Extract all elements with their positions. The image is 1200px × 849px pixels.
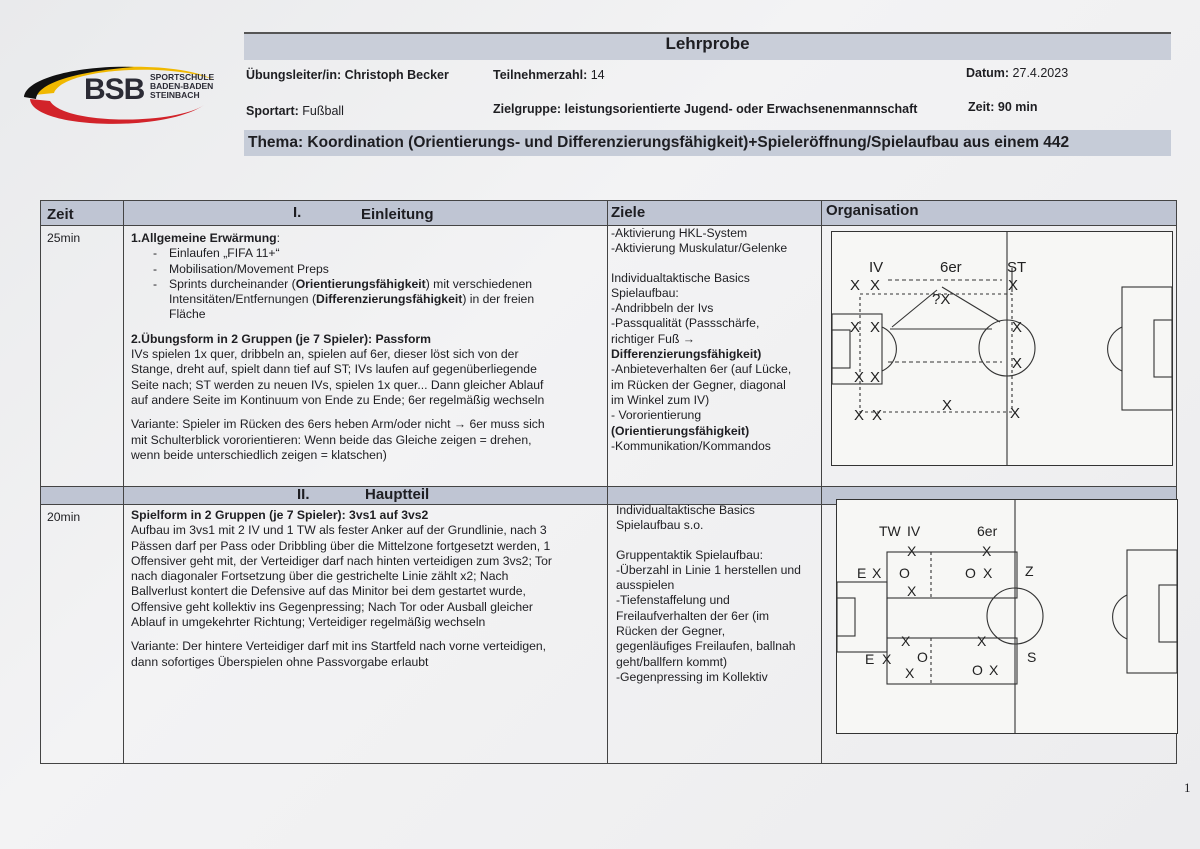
sketch-x: X <box>854 407 865 424</box>
sketch-q: ?X <box>932 291 951 308</box>
logo-line-2: BADEN-BADEN <box>150 81 214 91</box>
sketch-x: X <box>1008 277 1019 294</box>
text-line: Rücken der Gegner, <box>616 624 726 639</box>
text-line: - Vororientierung <box>611 408 702 423</box>
sketch-x: X <box>850 277 861 294</box>
logo-line-3: STEINBACH <box>150 90 200 100</box>
text-line: -Kommunikation/Kommandos <box>611 438 771 453</box>
sketch-o: O <box>899 565 910 581</box>
time-label: Zeit: <box>968 100 995 114</box>
row2-heading: Spielform in 2 Gruppen (je 7 Spieler): 3vs1 auf 3vs2 <box>131 508 429 522</box>
sketch-o: O <box>965 565 976 581</box>
sketch-label: TW <box>879 523 901 539</box>
col-zeit-header: Zeit <box>47 206 74 223</box>
sketch-x: X <box>983 565 993 581</box>
text-span: Sprints durcheinander ( <box>169 276 296 291</box>
target-value: leistungsorientierte Jugend- oder Erwachsenenmannschaft <box>564 102 918 116</box>
logo-line-1: SPORTSCHULE <box>150 72 215 82</box>
text-line: -Passqualität (Passschärfe, <box>611 316 760 331</box>
text-line: -Gegenpressing im Kollektiv <box>616 669 768 684</box>
sketch-x: X <box>1012 319 1023 336</box>
sketch-x: X <box>870 319 881 336</box>
text-line: Individualtaktische Basics <box>611 270 750 285</box>
text-line: -Anbieteverhalten 6er (auf Lücke, <box>611 362 792 377</box>
sketch-x: X <box>907 543 917 559</box>
text-line: gegenläufiges Freilaufen, ballnah <box>616 639 796 654</box>
divider <box>821 201 822 763</box>
text-line: ausspielen <box>616 578 675 593</box>
text-line: -Aktivierung Muskulatur/Gelenke <box>611 241 788 256</box>
text-line: -Tiefenstaffelung und <box>616 593 730 608</box>
sketch-e: E <box>865 651 875 667</box>
row1-heading-colon: : <box>276 231 281 245</box>
col-organisation-header: Organisation <box>826 202 919 219</box>
text-line: Pässen darf per Pass oder Dribbling über die Mittelzone fortgesetzt werden, 1 <box>131 538 551 553</box>
sketch-label: ST <box>1007 259 1027 276</box>
list-item-cont <box>131 292 601 307</box>
divider <box>607 201 608 763</box>
sketch-label: 6er <box>940 259 962 276</box>
table-header-row <box>41 201 1176 225</box>
sketch-e: E <box>857 565 867 581</box>
row2-hauptteil <box>131 508 601 670</box>
sketch-label: IV <box>869 259 884 276</box>
text-span: Intensitäten/Entfernungen ( <box>169 292 317 307</box>
side-mark: 1 <box>1184 780 1191 795</box>
sketch-x: X <box>854 369 865 386</box>
sketch-x: X <box>942 397 953 414</box>
text-line: Seite nach; ST werden zu neuen IVs, spielen 1x quer... Dann gleicher Ablauf <box>131 377 544 392</box>
time-field <box>968 100 1037 114</box>
text-line: im Winkel zum IV) <box>611 392 710 407</box>
sketch-x: X <box>872 407 883 424</box>
divider <box>41 225 1176 226</box>
page-title: Lehrprobe <box>665 34 750 53</box>
row1-einleitung <box>131 231 601 463</box>
logo-abbr: BSB <box>84 73 145 106</box>
target-label: Zielgruppe: <box>493 102 562 116</box>
row1-heading-2: 2.Übungsform in 2 Gruppen (je 7 Spieler): Passform <box>131 331 432 346</box>
sport-field <box>246 104 344 118</box>
text-span: ) in der freien <box>462 292 535 307</box>
list-item: - Einlaufen „FIFA 11+“ <box>131 246 601 261</box>
col-roman-1: I. <box>293 204 302 221</box>
text-span: Differenzierungsfähigkeit <box>316 292 463 307</box>
text-line: Individualtaktische Basics <box>616 503 755 517</box>
text-span: ) mit verschiedenen <box>425 276 533 291</box>
divider <box>123 201 124 763</box>
text-line: Variante: Der hintere Verteidiger darf mit ins Startfeld nach vorne verteidigen, <box>131 639 547 654</box>
section-roman-2: II. <box>297 486 310 503</box>
sketch-z: Z <box>1025 563 1034 579</box>
text-line: Freilaufverhalten der 6er (im <box>616 608 770 623</box>
participants-value: 14 <box>590 68 605 82</box>
text-span: Orientierungsfähigkeit <box>295 276 426 291</box>
col-einleitung-header: Einleitung <box>361 206 434 223</box>
sketch-x: X <box>882 651 892 667</box>
sketch-x: X <box>1012 355 1023 372</box>
sketch-o: O <box>917 649 928 665</box>
sketch-x: X <box>982 543 992 559</box>
list-item <box>131 277 601 292</box>
sketch-x: X <box>989 662 999 678</box>
sketch-x: X <box>872 565 882 581</box>
leader-value: Christoph Becker <box>344 68 449 82</box>
text-line: Offensiver geht mit, der Verteidiger darf nach hinten verteidigen zum 3vs2; Tor <box>131 553 552 568</box>
date-label: Datum: <box>966 66 1010 80</box>
date-value: 27.4.2023 <box>1012 66 1069 80</box>
sketch-x: X <box>905 665 915 681</box>
divider <box>41 486 1176 487</box>
lesson-table <box>40 200 1177 764</box>
text-line: Differenzierungsfähigkeit) <box>611 347 762 362</box>
text-line: wenn beide unterschiedlich zeigen = klatschen) <box>131 447 387 462</box>
text-line: mit Schulterblick vororientieren: Wenn beide das Gleiche zeigen = drehen, <box>131 432 532 447</box>
text-line: auf andere Seite im Kontinuum von Ende zu Ende; 6er regelmäßig wechseln <box>131 392 545 407</box>
text-line: Aufbau im 3vs1 mit 2 IV und 1 TW als fester Anker auf der Grundlinie, nach 3 <box>131 523 547 538</box>
time-value: 90 min <box>997 100 1038 114</box>
text-line: IVs spielen 1x quer, dribbeln an, spielen auf 6er, dieser löst sich von der <box>131 347 519 362</box>
target-field <box>493 102 917 116</box>
text-line: richtiger Fuß → <box>611 331 695 346</box>
logo-subtitle <box>150 73 240 100</box>
text-line: Ablauf in umgekehrter Richtung; Verteidiger regelmäßig wechseln <box>131 615 486 630</box>
text-line: Gruppentaktik Spielaufbau: <box>616 547 764 562</box>
text-line: Spielaufbau: <box>611 285 679 300</box>
text-line: geht/ballfern kommt) <box>616 654 728 669</box>
sport-value: Fußball <box>302 104 344 118</box>
sketch-x: X <box>907 583 917 599</box>
list-item-cont: Fläche <box>169 307 206 322</box>
row1-heading-1: 1.Allgemeine Erwärmung <box>131 231 277 245</box>
row2-ziele <box>616 503 821 685</box>
pitch-2-sketch <box>837 500 1177 733</box>
text-line: -Aktivierung HKL-System <box>611 226 748 240</box>
text-line: Ballverlust kontert die Defensive auf das Minitor bei dem gestartet wurde, <box>131 584 526 599</box>
text-line: (Orientierungsfähigkeit) <box>611 423 750 438</box>
sketch-x: X <box>977 633 987 649</box>
section-hauptteil: Hauptteil <box>365 486 430 503</box>
row1-ziele <box>611 226 816 454</box>
col-ziele-header: Ziele <box>611 204 646 221</box>
list-item: - Mobilisation/Movement Preps <box>131 262 601 277</box>
text-line: -Andribbeln der Ivs <box>611 301 714 316</box>
text-line: Variante: Spieler im Rücken des 6ers heben Arm/oder nicht → 6er muss sich <box>131 417 545 432</box>
bsb-logo <box>24 55 224 135</box>
sketch-s: S <box>1027 649 1037 665</box>
text-line: Spielaufbau s.o. <box>616 518 704 533</box>
sketch-label: IV <box>907 523 921 539</box>
text-line: Offensive geht kollektiv ins Gegenpressing; Nach Tor oder Ausball gleicher <box>131 599 533 614</box>
sketch-x: X <box>870 277 881 294</box>
sketch-x: X <box>870 369 881 386</box>
date-field <box>966 66 1068 80</box>
sketch-label: 6er <box>977 523 998 539</box>
sport-label: Sportart: <box>246 104 299 118</box>
text-line: -Überzahl in Linie 1 herstellen und <box>616 562 801 577</box>
text-line: nach diagonaler Fortsetzung über die gestrichelte Linie zählt x2; Nach <box>131 569 509 584</box>
leader-field <box>246 68 449 82</box>
sketch-x: X <box>1010 405 1021 422</box>
text-line: Stange, dreht auf, spielt dann tief auf ST; IVs laufen auf gegenüberliegende <box>131 362 537 377</box>
text-line: dann sofortiges Überspielen ohne Passvorgabe erlaubt <box>131 654 429 669</box>
sketch-o: O <box>972 662 983 678</box>
pitch-1-sketch <box>832 232 1172 465</box>
participants-field <box>493 68 605 82</box>
text-line: im Rücken der Gegner, diagonal <box>611 377 786 392</box>
thema-heading: Thema: Koordination (Orientierungs- und Differenzierungsfähigkeit)+Spieleröffnung/Spielaufbau aus einem 442 <box>248 134 1070 151</box>
pitch-diagram-1 <box>831 231 1173 466</box>
leader-label: Übungsleiter/in: <box>246 68 342 82</box>
pitch-diagram-2 <box>836 499 1178 734</box>
sketch-x: X <box>850 319 861 336</box>
row2-zeit: 20min <box>47 510 81 524</box>
sketch-x: X <box>901 633 911 649</box>
row1-zeit: 25min <box>47 231 81 245</box>
participants-label: Teilnehmerzahl: <box>493 68 588 82</box>
